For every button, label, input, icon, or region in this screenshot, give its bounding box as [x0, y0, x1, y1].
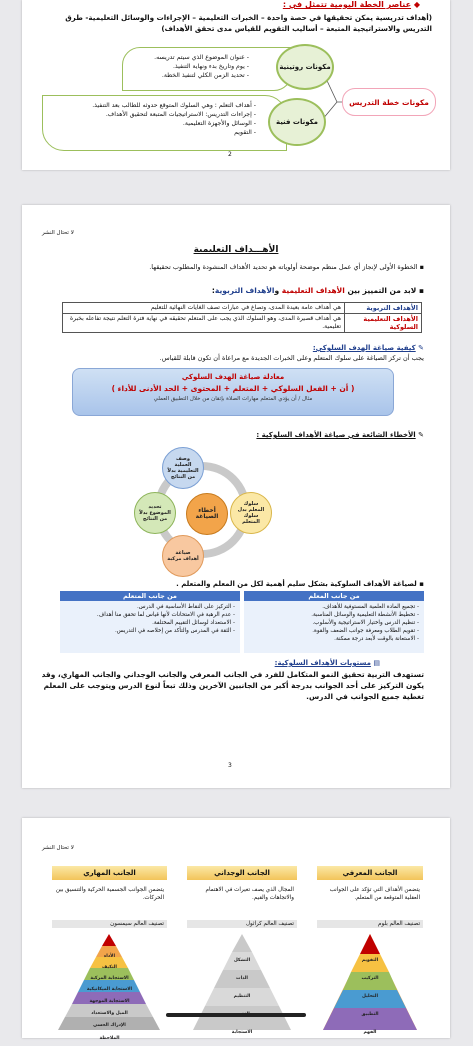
- pyramid-level: الأداء: [103, 954, 116, 959]
- technical-box: [42, 95, 287, 151]
- page-2: [22, 205, 450, 788]
- routine-item: - عنوان الموضوع الذي سيتم تدريسه.: [131, 53, 249, 62]
- objectives-table: [62, 302, 422, 333]
- technical-item: - التقويم: [51, 128, 256, 137]
- learner-item: - الثقة في المدرس والتأكد من إخلاصه في التدريس.: [65, 627, 235, 635]
- teacher-column: [244, 591, 424, 653]
- column-text: المجال الذي يصف تغيرات في الاهتمام والاتجاهات والقيم.: [205, 887, 294, 901]
- formula-box: [72, 368, 394, 416]
- how-text: يجب أن تركز الصياغة على سلوك المتعلم وعلى الخبرات الجديدة مع مراعاة أن تكون قابلة للقياس.: [159, 354, 424, 362]
- pyramid-level: الملاحظة: [99, 1036, 120, 1041]
- routine-title: مكونات روتينية: [276, 44, 334, 90]
- pyramid-level: الاستجابة: [231, 1030, 253, 1035]
- cognitive-column: [317, 866, 423, 1046]
- pyramid-level: الاستجابة الميكانيكية: [86, 987, 133, 992]
- errors-title: ✎ الأخطاء الشائعة في صياغة الأهداف السلوكية :: [256, 431, 424, 439]
- teacher-header: من جانب المعلم: [244, 591, 424, 601]
- how-title: ✎ كيفية صياغة الهدف السلوكي:: [312, 344, 424, 352]
- column-title: الجانب المعرفي: [317, 866, 423, 880]
- learner-header: من جانب المتعلم: [60, 591, 240, 601]
- page-number: 3: [228, 762, 232, 769]
- page-header: لا تحتال النشر: [42, 845, 74, 851]
- error-bottom: صياغة أهداف مركبة: [162, 535, 204, 577]
- pyramid-level: التقويم: [361, 958, 379, 963]
- table-label: الأهداف التربوية: [345, 303, 422, 314]
- table-desc: هي أهداف قصيرة المدى، وهو السلوك الذي يجب على المتعلم تحقيقه في نهاية فترة التعلم نتيجة تفاعله بخبرة تعليمية.: [63, 314, 345, 333]
- error-left: تحديد الموضوع بدلاً من النتائج: [134, 492, 176, 534]
- technical-title: مكونات فنية: [268, 98, 326, 146]
- pyramid-level: الذات: [236, 976, 248, 981]
- teacher-item: - تجميع المادة العلمية المستوفية للأهداف.: [249, 603, 419, 611]
- table-desc: هي أهداف عامة بعيدة المدى، وتصاغ في عبارات تصف الغايات النهائية للتعليم: [63, 303, 345, 314]
- table-row: [63, 303, 422, 314]
- teacher-item: - الاستعانة بالوقت لأبعد درجة ممكنة.: [249, 635, 419, 643]
- errors-center: أخطاء الصياغة: [186, 493, 228, 535]
- plan-components-label: مكونات خطة التدريس: [342, 88, 436, 116]
- column-title: الجانب الوجداني: [187, 866, 297, 880]
- error-top: وصف العملية التعليمية بدلاً من النتائج: [162, 447, 204, 489]
- pyramid-level: الميل والاستعداد: [91, 1011, 128, 1016]
- teacher-item: - تقويم الطلاب ومعرفة جوانب الضعف والقوة.: [249, 627, 419, 635]
- technical-item: - الوسائل والأجهزة التعليمية.: [51, 119, 256, 128]
- pyramid-level: التكيف: [102, 965, 117, 970]
- formula-example: مثال / أن يؤدي المتعلم مهارات الصلاة بإتقان من خلال التطبيق العملي: [153, 396, 313, 402]
- objectives-title: الأهـــداف التعليمية: [193, 245, 279, 255]
- routine-box: [122, 47, 292, 91]
- formula-title: معادلة صياغة الهدف السلوكي: [181, 373, 285, 381]
- classification: تصنيف العالم كراثول: [187, 920, 297, 928]
- learner-item: - الاستعداد لوسائل التقييم المختلفة.: [65, 619, 235, 627]
- psychomotor-column: [52, 866, 167, 1046]
- pyramid-level: التحليل: [361, 994, 379, 999]
- pyramid-level: التشكل: [233, 958, 251, 963]
- affective-column: [187, 866, 297, 1046]
- column-title: الجانب المهاري: [52, 866, 167, 880]
- column-text: يتضمن الجوانب الجسمية الحركية والتنسيق بين الحركات.: [55, 887, 164, 901]
- column-text: يتضمن الأهداف التي تؤكد على الجوانب العقلية المتوقعة من المتعلم.: [329, 887, 420, 901]
- pyramid-level: الفهم: [363, 1030, 377, 1035]
- distinguish-line: ▪ لابد من التمييز بين الأهداف التعليمية والأهداف التربوية:: [211, 286, 424, 295]
- technical-item: - أهداف التعلم : وهي السلوك المتوقع حدوثه للطالب بعد التنفيذ.: [51, 101, 256, 110]
- daily-plan-intro: (أهداف تدريسية يمكن تحقيقها في حصة واحدة – الخبرات التعليمية – الإجراءات والوسائل التعليمية- طرق التدريس والاستراتيجية المتبعة – أساليب التقويم للقياس مدى تحقق الأهداف): [65, 13, 432, 33]
- page-3: [22, 818, 450, 1041]
- technical-item: - إجراءات التدريس: الاستراتيجيات المتبعة لتحقيق الأهداف.: [51, 110, 256, 119]
- levels-text: تستهدف التربية تحقيق النمو المتكامل للفرد في الجانب المعرفي والجانب الوجداني والجانب المهاري، وقد يكون التركيز على أحد الجوانب بدرجة أكبر من الجانبين الآخرين وذلك تبعاً لنوع الدرس ويتوجب على المعلم تغطية جميع الجوانب في الدرس.: [41, 670, 424, 701]
- classification: تصنيف العالم سيمسون: [52, 920, 167, 928]
- daily-plan-heading: ◆ عناصر الخطة اليومية تتمثل في :: [282, 0, 420, 9]
- levels-title: ▤ مستويات الأهداف السلوكية:: [274, 659, 380, 667]
- pyramid-level: الإدراك الحسي: [93, 1023, 126, 1028]
- learner-column: [60, 591, 240, 653]
- pyramid-level: التطبيق: [361, 1012, 379, 1017]
- objectives-p1: ▪ الخطوة الأولى لإنجاز أي عمل منظم موضحة أولوياته هو تحديد الأهداف المنشودة والمطلوب تحقيقها.: [44, 263, 424, 272]
- formula: ( أن + الفعل السلوكي + المتعلم + المحتوى + الحد الأدنى للأداء ): [111, 384, 355, 393]
- routine-item: - يوم وتاريخ بدء ونهاية التنفيذ.: [131, 62, 249, 71]
- page-1: [22, 0, 450, 170]
- routine-item: - تحديد الزمن الكلي لتنفيذ الخطة.: [131, 71, 249, 80]
- error-right: سلوك المعلم بدل سلوك المتعلم: [230, 492, 272, 534]
- teacher-item: - تنظيم الدرس واختيار الاستراتيجية والأسلوب.: [249, 619, 419, 627]
- page-header: لا تحتال النشر: [42, 230, 74, 236]
- table-row: [63, 314, 422, 333]
- teacher-item: - تخطيط الأنشطة التعليمية والوسائل المناسبة.: [249, 611, 419, 619]
- pyramid-level: التنظيم: [233, 994, 251, 999]
- page-number: 2: [228, 151, 232, 158]
- learner-item: - التركيز على النقاط الأساسية في الدرس.: [65, 603, 235, 611]
- classification: تصنيف العالم بلوم: [317, 920, 423, 928]
- learner-item: - عدم الرهبة في الامتحانات لأنها قياس لما تحقق منا أهداف.: [65, 611, 235, 619]
- pyramid-level: الاستجابة المركبة: [90, 976, 129, 981]
- pyramid-level: الاستجابة الموجهة: [89, 999, 130, 1004]
- home-indicator[interactable]: [166, 1013, 306, 1017]
- pyramid-level: التركيب: [361, 976, 379, 981]
- table-label: الأهداف التعليمية السلوكية: [345, 314, 422, 333]
- importance-title: ▪ لصياغة الأهداف السلوكية بشكل سليم أهمية لكل من المعلم والمتعلم .: [176, 580, 424, 588]
